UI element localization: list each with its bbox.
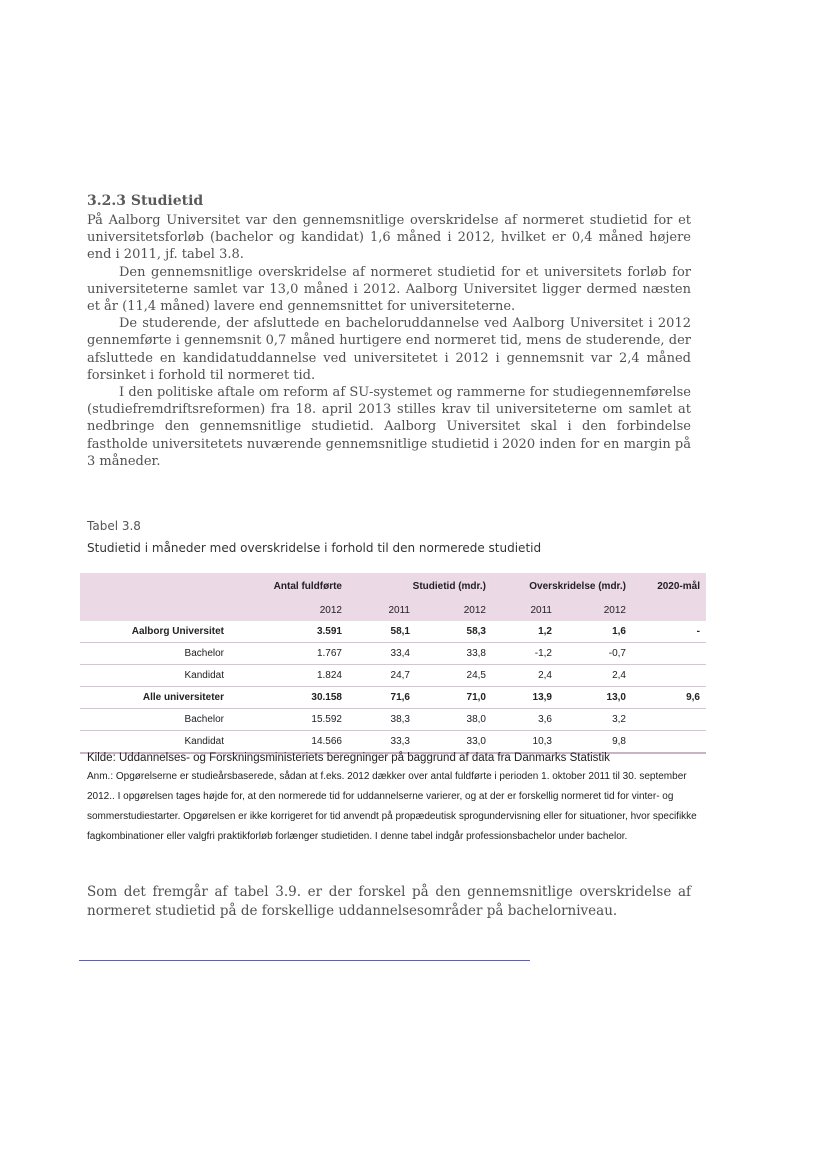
cell: -1,2 xyxy=(534,648,552,659)
paragraph-3: De studerende, der afsluttede en bacheloruddannelse ved Aalborg Universitet i 2012 gennemførte i gennemsnit 0,7 måned hurtigere end normeret tid, mens de studerende, der afsluttede en kandidatuddannelse ved universitetet i 2012 i gennemsnit var 2,4 måned forsinket i forhold til normeret tid. xyxy=(87,316,691,383)
cell: 1,6 xyxy=(612,626,626,637)
cell: 3,6 xyxy=(538,714,552,725)
cell: 33,4 xyxy=(390,648,410,659)
cell: 14.566 xyxy=(311,736,342,747)
cell: 71,0 xyxy=(466,692,486,703)
cell: 33,3 xyxy=(390,736,410,747)
cell: 38,3 xyxy=(390,714,410,725)
subheader-year: 2012 xyxy=(463,604,486,616)
cell: 3,2 xyxy=(612,714,626,725)
subheader-year: 2011 xyxy=(530,604,552,616)
cell: 9,6 xyxy=(686,692,700,703)
table-row xyxy=(80,709,706,731)
table-subheader-row xyxy=(80,599,706,621)
header-studietid: Studietid (mdr.) xyxy=(412,580,486,592)
header-2020-maal: 2020-mål xyxy=(657,580,700,592)
subheader-year: 2012 xyxy=(319,604,342,616)
table-row xyxy=(80,621,706,643)
cell: 1,2 xyxy=(538,626,552,637)
cell: 13,0 xyxy=(606,692,626,703)
row-label: Kandidat xyxy=(184,670,224,681)
footnote-divider xyxy=(79,960,530,961)
cell: 24,7 xyxy=(390,670,410,681)
paragraph-1: På Aalborg Universitet var den gennemsnitlige overskridelse af normeret studietid for et universitetsforløb (bachelor og kandidat) 1,6 måned i 2012, hvilket er 0,4 måned højere end i 2011, jf. tabel 3.8. xyxy=(87,213,691,263)
body-text xyxy=(87,212,691,470)
subheader-empty xyxy=(632,599,706,621)
cell: 30.158 xyxy=(311,692,342,703)
row-label: Kandidat xyxy=(184,736,224,747)
table-note: Anm.: Opgørelserne er studieårsbaserede, sådan at f.eks. 2012 dækker over antal fuldførte i perioden 1. oktober 2011 til 30. september 2012.. I opgørelsen tages højde for, at den normerede tid for uddannelserne varierer, og at der er forskellig normeret tid for vinter- og sommerstudiestarter. Opgørelsen er ikke korrigeret for tid anvendt på propædeutisk sprogundervisning eller for situationer, hvor specifikke fagkombinationer eller valgfri praktikforløb forlænger studietiden. I denne tabel indgår professionsbachelor under bachelor. xyxy=(87,771,697,842)
cell xyxy=(632,709,706,731)
studietid-table xyxy=(80,573,706,754)
section-heading: 3.2.3 Studietid xyxy=(87,193,204,209)
cell: 1.767 xyxy=(316,648,342,659)
table-caption: Studietid i måneder med overskridelse i forhold til den normerede studietid xyxy=(87,541,542,555)
subheader-year: 2012 xyxy=(603,604,626,616)
row-label: Bachelor xyxy=(184,714,224,725)
table-row xyxy=(80,687,706,709)
header-empty xyxy=(80,573,230,599)
row-label: Alle universiteter xyxy=(142,692,224,703)
cell: 9,8 xyxy=(612,736,626,747)
cell: 3.591 xyxy=(316,626,342,637)
cell: 24,5 xyxy=(466,670,486,681)
subheader-year: 2011 xyxy=(388,604,410,616)
cell: 58,3 xyxy=(466,626,486,637)
cell: -0,7 xyxy=(608,648,626,659)
paragraph-2: Den gennemsnitlige overskridelse af normeret studietid for et universitets forløb for universiteterne samlet var 13,0 måned i 2012. Aalborg Universitet ligger dermed næsten et år (11,4 måned) lavere end gennemsnittet for universiteterne. xyxy=(87,264,691,315)
table-label: Tabel 3.8 xyxy=(87,519,141,533)
row-label: Bachelor xyxy=(184,648,224,659)
cell: 33,8 xyxy=(466,648,486,659)
row-label: Aalborg Universitet xyxy=(131,626,224,637)
subheader-empty xyxy=(80,599,230,621)
cell: 13,9 xyxy=(532,692,552,703)
cell xyxy=(632,643,706,665)
table-notes xyxy=(87,749,707,847)
cell: 38,0 xyxy=(466,714,486,725)
cell: 2,4 xyxy=(612,670,626,681)
table-source: Kilde: Uddannelses- og Forskningsministeriets beregninger på baggrund af data fra Danmarks Statistik xyxy=(87,752,610,764)
cell: 58,1 xyxy=(390,626,410,637)
cell xyxy=(632,665,706,687)
cell: 15.592 xyxy=(311,714,342,725)
closing-paragraph: Som det fremgår af tabel 3.9. er der forskel på den gennemsnitlige overskridelse af normeret studietid på de forskellige uddannelsesområder på bachelorniveau. xyxy=(87,884,691,919)
cell: 10,3 xyxy=(532,736,552,747)
table-row xyxy=(80,643,706,665)
header-overskridelse: Overskridelse (mdr.) xyxy=(529,580,626,592)
cell: 71,6 xyxy=(390,692,410,703)
cell: 1.824 xyxy=(316,670,342,681)
cell: - xyxy=(696,626,700,637)
table-header-row xyxy=(80,573,706,599)
table-row xyxy=(80,665,706,687)
paragraph-4: I den politiske aftale om reform af SU-systemet og rammerne for studiegennemførelse (studiefremdriftsreformen) fra 18. april 2013 stilles krav til universiteterne om samlet at nedbringe den gennemsnitlige studietid. Aalborg Universitet skal i den forbindelse fastholde universitetets nuværende gennemsnitlige studietid i 2020 inden for en margin på 3 måneder. xyxy=(87,385,691,469)
cell: 2,4 xyxy=(538,670,552,681)
header-antal: Antal fuldførte xyxy=(273,580,342,592)
cell: 33,0 xyxy=(466,736,486,747)
closing-text xyxy=(87,883,691,921)
